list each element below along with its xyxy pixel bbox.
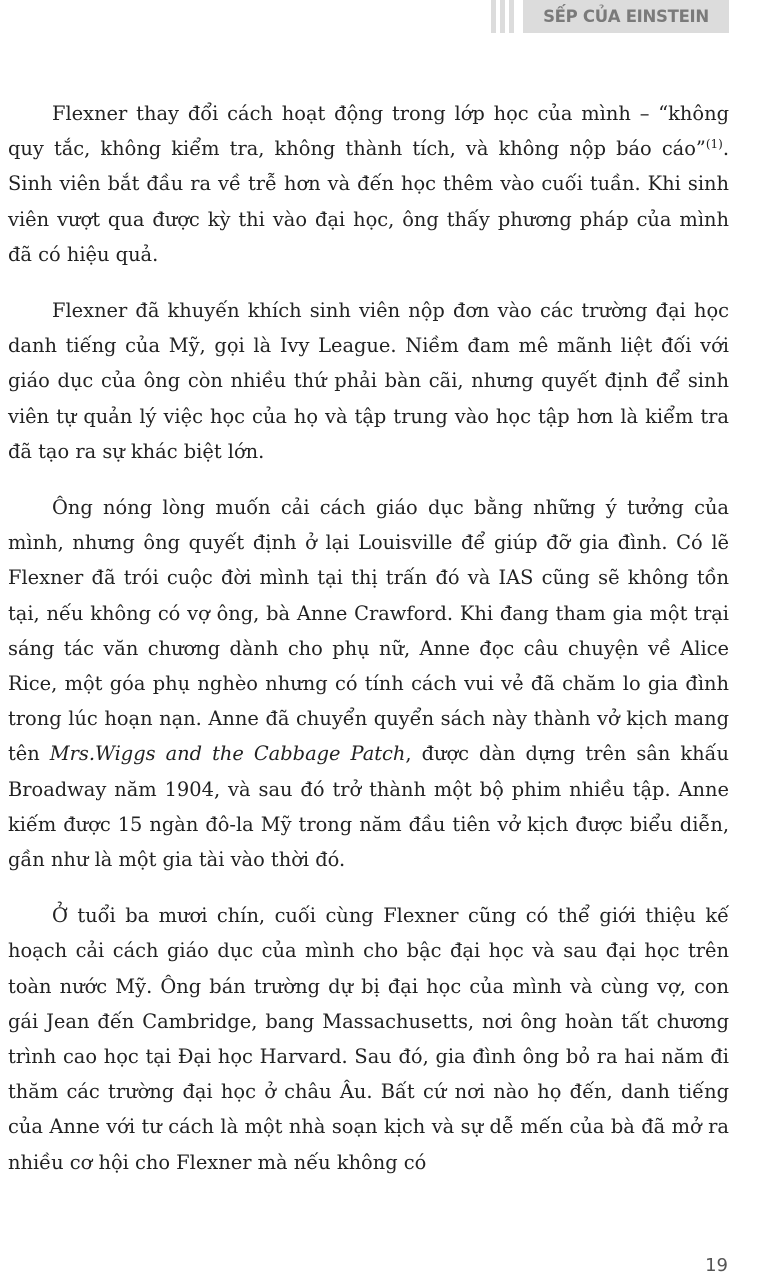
footnote-reference: (1) [705,137,723,152]
body-text [8,96,729,1201]
header-stripe [491,0,496,33]
running-header-title: SẾP CỦA EINSTEIN [523,0,729,33]
page-number: 19 [705,1255,728,1276]
header-stripe [500,0,505,33]
paragraph-1-text: Flexner thay đổi cách hoạt động trong lớp học của mình – “không quy tắc, không kiểm tra, không thành tích, và không nộp báo cáo” [8,102,729,161]
header-stripe [509,0,514,33]
paragraph-4: Ở tuổi ba mươi chín, cuối cùng Flexner cũng có thể giới thiệu kế hoạch cải cách giáo dục của mình cho bậc đại học và sau đại học trên toàn nước Mỹ. Ông bán trường dự bị đại học của mình và cùng vợ, con gái Jean đến Cambridge, bang Massachusetts, nơi ông hoàn tất chương trình cao học tại Đại học Harvard. Sau đó, gia đình ông bỏ ra hai năm đi thăm các trường đại học ở châu Âu. Bất cứ nơi nào họ đến, danh tiếng của Anne với tư cách là một nhà soạn kịch và sự dễ mến của bà đã mở ra nhiều cơ hội cho Flexner mà nếu không có [8,904,729,1174]
paragraph-2: Flexner đã khuyến khích sinh viên nộp đơn vào các trường đại học danh tiếng của Mỹ, gọi là Ivy League. Niềm đam mê mãnh liệt đối với giáo dục của ông còn nhiều thứ phải bàn cãi, nhưng quyết định để sinh viên tự quản lý việc học của họ và tập trung vào học tập hơn là kiểm tra đã tạo ra sự khác biệt lớn. [8,299,729,463]
paragraph-3 [8,490,729,877]
paragraph-1 [8,96,729,272]
paragraph-3-text: Ông nóng lòng muốn cải cách giáo dục bằng những ý tưởng của mình, nhưng ông quyết định ở lại Louisville để giúp đỡ gia đình. Có lẽ Flexner đã trói cuộc đời mình tại thị trấn đó và IAS cũng sẽ không tồn tại, nếu không có vợ ông, bà Anne Crawford. Khi đang tham gia một trại sáng tác văn chương dành cho phụ nữ, Anne đọc câu chuyện về Alice Rice, một góa phụ nghèo nhưng có tính cách vui vẻ đã chăm lo gia đình trong lúc hoạn nạn. Anne đã chuyển quyển sách này thành vở kịch mang tên [8,496,729,766]
paragraph-3-text-continued: , được dàn dựng trên sân khấu Broadway năm 1904, và sau đó trở thành một bộ phim nhiều tập. Anne kiếm được 15 ngàn đô-la Mỹ trong năm đầu tiên vở kịch được biểu diễn, gần như là một gia tài vào thời đó. [8,742,730,872]
play-title: Mrs.Wiggs and the Cabbage Patch [49,742,406,766]
paragraph-1-text-continued: . Sinh viên bắt đầu ra về trễ hơn và đến học thêm vào cuối tuần. Khi sinh viên vượt qua được kỳ thi vào đại học, ông thấy phương pháp của mình đã có hiệu quả. [8,137,729,266]
header-decorative-stripes [491,0,514,33]
